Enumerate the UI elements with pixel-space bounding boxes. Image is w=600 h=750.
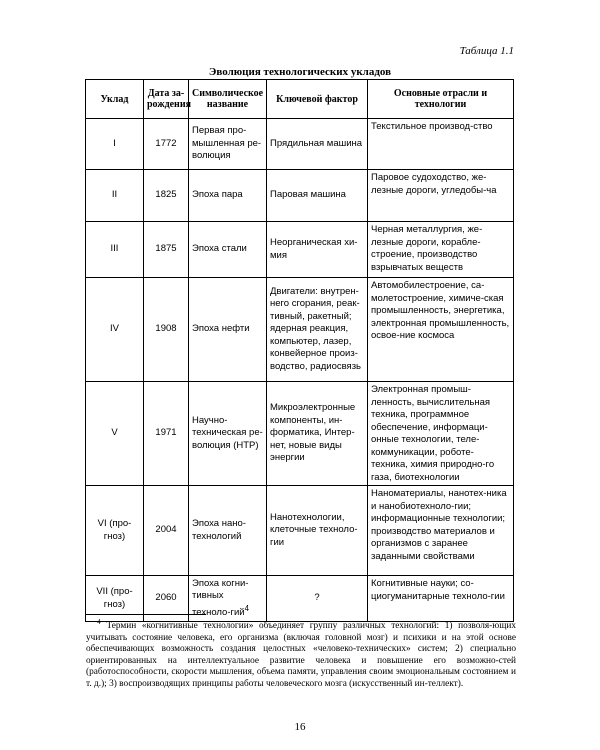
table-row: [86, 170, 514, 222]
cell-factor: Нанотехнологии, клеточные техноло-гии: [267, 486, 368, 576]
cell-uklad: VI (про-гноз): [86, 486, 144, 576]
footnote: [86, 617, 516, 691]
footnote-marker: 4: [97, 618, 101, 626]
cell-branches: Наноматериалы, нанотех-ника и нанобиотехноло-гии; информационные технологии; производство материалов и организмов с заранее заданными свойствами: [368, 486, 514, 576]
cell-name: Эпоха пара: [189, 170, 267, 222]
cell-name-text: Эпоха когни-тивных техноло-гий: [192, 577, 249, 618]
table-row: [86, 222, 514, 278]
header-uklad: Уклад: [86, 80, 144, 119]
table-row: [86, 382, 514, 486]
cell-uklad: III: [86, 222, 144, 278]
footnote-separator: [86, 614, 206, 615]
cell-branches: Автомобилестроение, са-молетостроение, химиче-ская промышленность, энергетика, электронная промышленность, освое-ние космоса: [368, 278, 514, 382]
cell-name: Первая про-мышленная ре-волюция: [189, 119, 267, 170]
table-header-row: [86, 80, 514, 119]
page-number: 16: [294, 721, 306, 733]
cell-branches: Электронная промыш-ленность, вычислительная техника, программное обеспечение, информаци-онные технологии, теле-коммуникации, роботе-техника, химия природно-го газа, биотехнологии: [368, 382, 514, 486]
footnote-ref: 4: [244, 603, 249, 613]
table-title: Эволюция технологических укладов: [208, 66, 392, 78]
table-row: [86, 278, 514, 382]
cell-uklad: V: [86, 382, 144, 486]
cell-date: 1908: [144, 278, 189, 382]
cell-branches: Когнитивные науки; со-циогуманитарные техноло-гии: [368, 576, 514, 622]
header-key-factor: Ключевой фактор: [267, 80, 368, 119]
cell-branches: Текстильное производ-ство: [368, 119, 514, 170]
cell-date: 2004: [144, 486, 189, 576]
cell-factor: Микроэлектронные компоненты, ин-форматика, Интер-нет, новые виды энергии: [267, 382, 368, 486]
cell-name: Эпоха нефти: [189, 278, 267, 382]
table-caption: Таблица 1.1: [459, 45, 514, 57]
cell-date: 1772: [144, 119, 189, 170]
cell-name: Научно-техническая ре-волюция (НТР): [189, 382, 267, 486]
cell-factor: Прядильная машина: [267, 119, 368, 170]
cell-date: 1971: [144, 382, 189, 486]
cell-uklad: IV: [86, 278, 144, 382]
cell-name: Эпоха стали: [189, 222, 267, 278]
cell-date: 1875: [144, 222, 189, 278]
header-date: Дата за-рождения: [144, 80, 189, 119]
cell-branches: Черная металлургия, же-лезные дороги, корабле-строение, производство взрывчатых веществ: [368, 222, 514, 278]
cell-uklad: I: [86, 119, 144, 170]
cell-branches: Паровое судоходство, же-лезные дороги, угледобы-ча: [368, 170, 514, 222]
evolution-table: [85, 79, 514, 622]
cell-factor: Паровая машина: [267, 170, 368, 222]
cell-factor: Двигатели: внутрен-него сгорания, реак-тивный, ракетный; ядерная реакция, компьютер, лазер, конвейерное произ-водство, радиосвязь: [267, 278, 368, 382]
cell-date: 1825: [144, 170, 189, 222]
cell-name: Эпоха нано-технологий: [189, 486, 267, 576]
cell-date: 2060: [144, 576, 189, 622]
cell-factor: ?: [267, 576, 368, 622]
cell-uklad: VII (про-гноз): [86, 576, 144, 622]
header-symbolic-name: Символическое название: [189, 80, 267, 119]
cell-factor: Неорганическая хи-мия: [267, 222, 368, 278]
cell-uklad: II: [86, 170, 144, 222]
table-row: [86, 486, 514, 576]
footnote-text: Термин «когнитивные технологии» объединяет группу различных технологий: 1) позволя-ющих учитывать состояние человека, его организма (включая головной мозг) и психики и на этой основе обеспечивающих возможность создания целостных «человеко-технических» систем; 2) специально ориентированных на интеллектуальное развитие человека и повышение его возможно-стей (работоспособности, скорости мышления, объема памяти, управления своим эмоциональным состоянием и т. д.); 3) воспроизводящих принципы работы человеческого мозга (искусственный ин-теллект).: [86, 621, 516, 690]
header-branches: Основные отрасли и технологии: [368, 80, 514, 119]
table-row: [86, 119, 514, 170]
